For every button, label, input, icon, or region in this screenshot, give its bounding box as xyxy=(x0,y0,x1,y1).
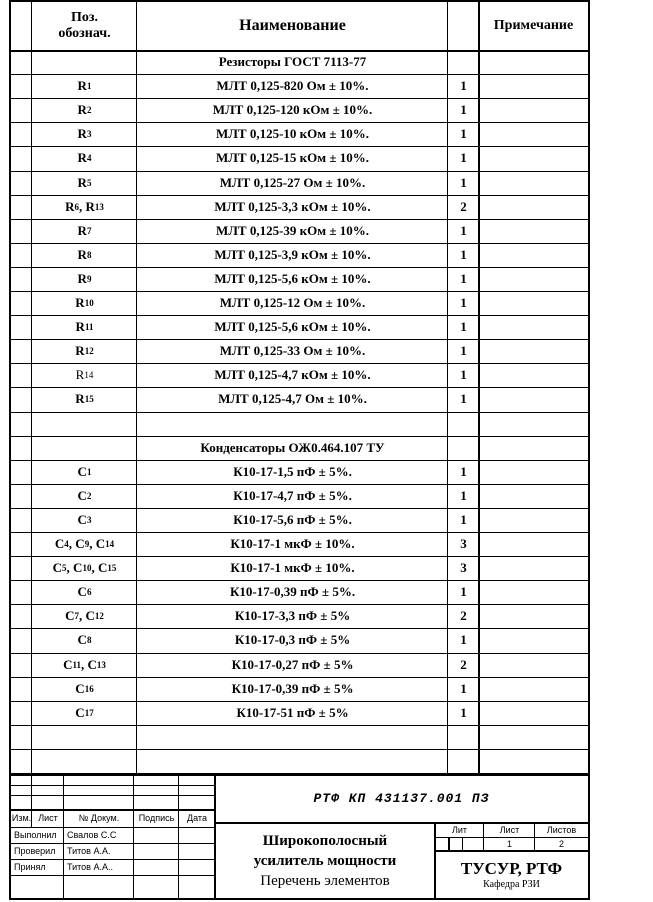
title-block-row-line xyxy=(11,875,215,876)
component-quantity: 3 xyxy=(460,560,467,576)
designator-letter: , C xyxy=(81,656,97,672)
title-block-row-line xyxy=(11,785,215,786)
designator-index: 4 xyxy=(86,153,92,164)
label-doc-number: № Докум. xyxy=(78,813,120,823)
designator-index: 14 xyxy=(105,539,115,550)
designator-index: 17 xyxy=(84,707,94,718)
component-quantity: 2 xyxy=(460,608,467,624)
organization xyxy=(435,850,588,898)
designator-index: 7 xyxy=(86,225,92,236)
position-designator xyxy=(32,267,137,291)
label-lit: Лит xyxy=(451,824,468,835)
component-name: К10-17-1 мкФ ± 10%. xyxy=(230,536,355,552)
designator-index: 5 xyxy=(62,563,67,574)
header-position-line2: обознач. xyxy=(58,26,111,41)
component-name: МЛТ 0,125-3,3 кОм ± 10%. xyxy=(214,198,371,214)
title-block-row-line xyxy=(11,898,215,899)
component-name: МЛТ 0,125-820 Ом ± 10%. xyxy=(216,78,369,94)
position-designator xyxy=(32,532,137,556)
designator-index: 11 xyxy=(72,659,81,670)
designator-letter: R xyxy=(77,126,87,142)
designator-letter: R xyxy=(77,78,87,94)
role-checked: Проверил xyxy=(14,846,56,856)
component-quantity: 1 xyxy=(460,391,467,407)
designator-letter: R xyxy=(77,174,87,190)
header-note: Примечание xyxy=(493,18,574,33)
component-name: МЛТ 0,125-15 кОм ± 10%. xyxy=(215,150,370,166)
designator-letter: C xyxy=(77,632,87,648)
designator-letter: , C xyxy=(68,536,85,552)
label-date: Дата xyxy=(187,813,207,823)
designator-index: 14 xyxy=(84,370,94,381)
designator-letter: C xyxy=(65,608,75,624)
component-name: МЛТ 0,125-10 кОм ± 10%. xyxy=(215,126,370,142)
designator-index: 2 xyxy=(86,490,92,501)
component-name: К10-17-5,6 пФ ± 5%. xyxy=(233,511,352,527)
position-designator xyxy=(32,628,137,652)
designator-index: 3 xyxy=(86,514,92,525)
designator-index: 6 xyxy=(74,201,79,212)
designator-index: 13 xyxy=(96,659,106,670)
designator-index: 11 xyxy=(84,322,94,333)
component-quantity: 1 xyxy=(460,319,467,335)
designator-letter: , C xyxy=(91,560,108,576)
component-name: К10-17-1,5 пФ ± 5%. xyxy=(233,463,352,479)
header-position xyxy=(32,2,137,50)
component-quantity: 2 xyxy=(460,198,467,214)
title-line1: Широкополосный xyxy=(262,833,388,849)
designator-index: 3 xyxy=(86,129,92,140)
designator-letter: R xyxy=(75,391,85,407)
component-quantity: 1 xyxy=(460,270,467,286)
row-divider xyxy=(11,412,588,413)
designator-letter: C xyxy=(77,584,87,600)
organization-name: ТУСУР, РТФ xyxy=(460,858,563,878)
designator-letter: C xyxy=(77,511,87,527)
designator-index: 6 xyxy=(86,587,92,598)
component-name: МЛТ 0,125-3,9 кОм ± 10%. xyxy=(214,246,371,262)
component-quantity: 1 xyxy=(460,632,467,648)
designator-index: 13 xyxy=(94,201,104,212)
position-designator xyxy=(32,484,137,508)
component-name: МЛТ 0,125-4,7 кОм ± 10%. xyxy=(214,367,371,383)
component-name: К10-17-3,3 пФ ± 5% xyxy=(234,608,351,624)
component-name: МЛТ 0,125-5,6 кОм ± 10%. xyxy=(214,270,371,286)
component-name: МЛТ 0,125-5,6 кОм ± 10%. xyxy=(214,319,371,335)
component-quantity: 2 xyxy=(460,656,467,672)
header-name: Наименование xyxy=(239,17,346,34)
designator-index: 15 xyxy=(84,394,94,405)
component-quantity: 3 xyxy=(460,536,467,552)
position-designator xyxy=(32,508,137,532)
name-accepted: Титов А.А.. xyxy=(67,862,113,872)
role-accepted: Принял xyxy=(14,862,46,872)
position-designator xyxy=(32,653,137,677)
position-designator xyxy=(32,315,137,339)
designator-index: 7 xyxy=(74,611,79,622)
position-designator xyxy=(32,677,137,701)
designator-index: 9 xyxy=(84,539,90,550)
designator-index: 16 xyxy=(84,683,94,694)
component-name: МЛТ 0,125-39 кОм ± 10%. xyxy=(215,222,370,238)
designator-letter: C xyxy=(75,680,85,696)
designator-index: 10 xyxy=(82,563,92,574)
component-name: К10-17-0,39 пФ ± 5%. xyxy=(229,584,356,600)
position-designator xyxy=(32,556,137,580)
designator-letter: C xyxy=(75,704,85,720)
component-quantity: 1 xyxy=(460,584,467,600)
position-designator xyxy=(32,580,137,604)
position-designator xyxy=(32,701,137,725)
section-heading: Конденсаторы ОЖ0.464.107 ТУ xyxy=(200,439,385,455)
row-divider xyxy=(11,749,588,750)
component-name: МЛТ 0,125-12 Ом ± 10%. xyxy=(219,295,366,311)
title-block xyxy=(11,774,588,898)
role-performed: Выполнил xyxy=(14,830,57,840)
row-divider xyxy=(11,725,588,726)
designator-index: 8 xyxy=(86,635,92,646)
position-designator xyxy=(32,460,137,484)
header-quantity xyxy=(448,2,479,50)
label-list: Лист xyxy=(38,813,58,823)
designator-index: 5 xyxy=(86,177,92,188)
designator-letter: C xyxy=(63,656,73,672)
component-quantity: 1 xyxy=(460,246,467,262)
designator-letter: , C xyxy=(66,560,83,576)
component-quantity: 1 xyxy=(460,680,467,696)
position-designator xyxy=(32,604,137,628)
component-quantity: 1 xyxy=(460,367,467,383)
document-title xyxy=(215,824,435,898)
designator-letter: R xyxy=(77,150,87,166)
position-designator xyxy=(32,387,137,411)
department-name: Кафедра РЗИ xyxy=(483,878,540,890)
label-izm: Изм. xyxy=(11,813,32,823)
component-quantity: 1 xyxy=(460,102,467,118)
designator-index: 9 xyxy=(86,273,92,284)
component-name: К10-17-0,39 пФ ± 5% xyxy=(231,680,354,696)
component-name: К10-17-4,7 пФ ± 5%. xyxy=(233,487,352,503)
name-checked: Титов А.А. xyxy=(67,846,111,856)
designator-letter: C xyxy=(54,536,65,552)
designator-letter: R xyxy=(77,102,87,118)
position-designator xyxy=(32,339,137,363)
designator-letter: R xyxy=(77,270,87,286)
lit-subcell xyxy=(448,837,450,850)
document-frame xyxy=(9,0,590,900)
designator-letter: C xyxy=(77,487,87,503)
component-quantity: 1 xyxy=(460,150,467,166)
component-name: К10-17-51 пФ ± 5% xyxy=(236,704,349,720)
position-designator xyxy=(32,98,137,122)
component-name: К10-17-1 мкФ ± 10%. xyxy=(230,560,355,576)
position-designator xyxy=(32,171,137,195)
designator-letter: , C xyxy=(79,608,95,624)
designator-index: 8 xyxy=(86,249,92,260)
title-block-col-line xyxy=(178,774,179,898)
designator-index: 1 xyxy=(86,81,92,92)
designator-letter: , R xyxy=(79,198,95,214)
designator-letter: , C xyxy=(89,536,106,552)
component-quantity: 1 xyxy=(460,704,467,720)
position-designator xyxy=(32,243,137,267)
component-quantity: 1 xyxy=(460,511,467,527)
designator-letter: R xyxy=(77,246,87,262)
designator-index: 12 xyxy=(94,611,104,622)
designator-letter: R xyxy=(65,198,75,214)
designator-index: 2 xyxy=(86,105,92,116)
component-name: МЛТ 0,125-27 Ом ± 10%. xyxy=(219,174,366,190)
label-signature: Подпись xyxy=(138,813,175,823)
position-designator xyxy=(32,363,137,387)
value-sheet: 1 xyxy=(506,838,512,849)
component-name: МЛТ 0,125-33 Ом ± 10%. xyxy=(219,343,366,359)
designator-letter: C xyxy=(77,463,87,479)
section-heading: Резисторы ГОСТ 7113-77 xyxy=(218,54,367,70)
component-quantity: 1 xyxy=(460,222,467,238)
component-name: К10-17-0,27 пФ ± 5% xyxy=(231,656,354,672)
designator-index: 1 xyxy=(86,466,92,477)
component-name: МЛТ 0,125-120 кОм ± 10%. xyxy=(212,102,373,118)
designator-letter: R xyxy=(75,367,85,383)
document-number: РТФ КП 431137.001 ПЗ xyxy=(313,790,490,806)
title-subtitle: Перечень элементов xyxy=(260,873,390,889)
position-designator xyxy=(32,122,137,146)
component-name: К10-17-0,3 пФ ± 5% xyxy=(234,632,351,648)
position-designator xyxy=(32,74,137,98)
designator-letter: C xyxy=(52,560,63,576)
position-designator xyxy=(32,146,137,170)
position-designator xyxy=(32,219,137,243)
label-sheets: Листов xyxy=(546,824,577,835)
label-sheet: Лист xyxy=(499,824,520,835)
designator-letter: R xyxy=(77,222,87,238)
designator-index: 15 xyxy=(107,563,117,574)
designator-letter: R xyxy=(75,319,85,335)
designator-index: 10 xyxy=(84,298,94,309)
designator-letter: R xyxy=(75,343,85,359)
lit-subcell xyxy=(462,837,463,850)
component-quantity: 1 xyxy=(460,295,467,311)
title-line2: усилитель мощности xyxy=(253,853,397,869)
value-sheets: 2 xyxy=(558,838,564,849)
position-designator xyxy=(32,291,137,315)
component-quantity: 1 xyxy=(460,487,467,503)
component-quantity: 1 xyxy=(460,463,467,479)
name-performed: Свалов С.С xyxy=(67,830,117,840)
designator-letter: R xyxy=(75,295,85,311)
component-quantity: 1 xyxy=(460,174,467,190)
designator-index: 12 xyxy=(84,346,94,357)
header-position-line1: Поз. xyxy=(70,10,98,25)
component-name: МЛТ 0,125-4,7 Ом ± 10%. xyxy=(218,391,367,407)
position-designator xyxy=(32,195,137,219)
component-quantity: 1 xyxy=(460,343,467,359)
designator-index: 4 xyxy=(64,539,69,550)
component-quantity: 1 xyxy=(460,126,467,142)
component-quantity: 1 xyxy=(460,78,467,94)
title-block-row-line xyxy=(11,795,215,796)
